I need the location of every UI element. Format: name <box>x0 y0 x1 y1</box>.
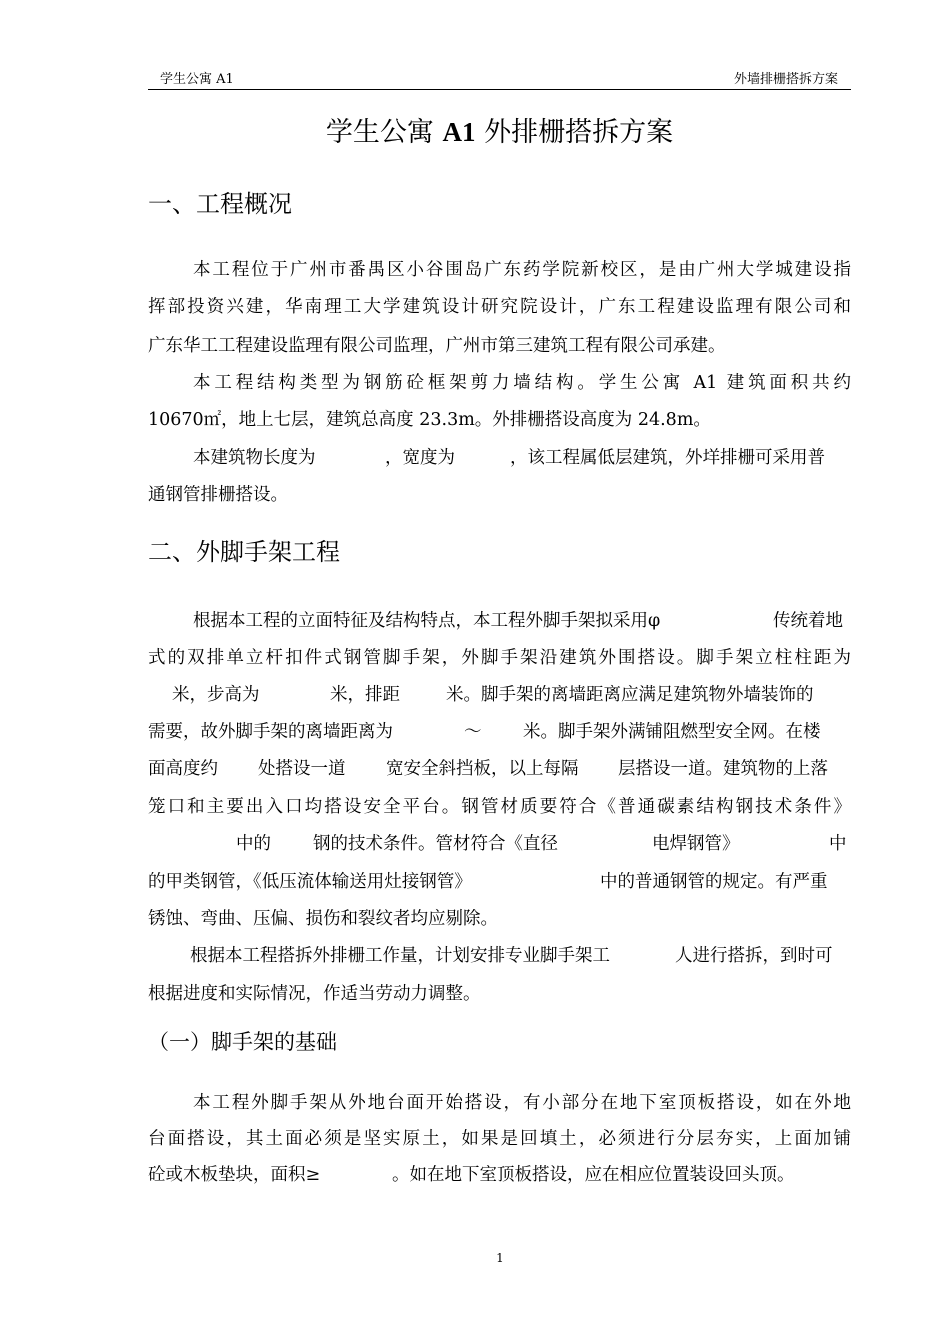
section-2-heading: 二、外脚手架工程 <box>148 538 340 566</box>
s1-p1-line-3: 广东华工工程建设监理有限公司监理，广州市第三建筑工程有限公司承建。 <box>148 336 726 356</box>
sub1-line-1: 本工程外脚手架从外地台面开始搭设，有小部分在地下室顶板搭设，如在外地 <box>193 1093 851 1113</box>
s2-p1-line-2: 式的双排单立杆扣件式钢管脚手架，外脚手架沿建筑外围搭设。脚手架立柱柱距为 <box>148 648 851 668</box>
s2-p1-line-6: 笼口和主要出入口均搭设安全平台。钢管材质要符合《普通碳素结构钢技术条件》 <box>148 797 851 817</box>
s2-p1-l4a: 需要，故外脚手架的离墙距离为 <box>148 722 393 742</box>
s2-p1-l1a: 根据本工程的立面特征及结构特点，本工程外脚手架拟采用φ <box>193 611 661 631</box>
s2-p1-l7a: 中的 <box>236 834 271 854</box>
title-part-1: 学生公寓 <box>325 117 443 148</box>
s2-p1-l5c: 宽安全斜挡板，以上每隔 <box>386 759 579 779</box>
title-part-2: A1 <box>442 117 476 147</box>
s2-p2-l1a: 根据本工程搭拆外排栅工作量，计划安排专业脚手架工 <box>190 946 610 966</box>
sub1-l3b: 。如在地下室顶板搭设，应在相应位置装设回头顶。 <box>392 1165 795 1185</box>
s2-p1-l3c: 米。脚手架的离墙距离应满足建筑物外墙装饰的 <box>446 685 814 705</box>
s2-p1-l3b: 米，排距 <box>330 685 400 705</box>
s2-p1-l4c: 米。脚手架外满铺阻燃型安全网。在楼 <box>523 722 821 742</box>
s1-p2-line-2: 10670㎡，地上七层，建筑总高度 23.3m。外排栅搭设高度为 24.8m。 <box>148 410 711 430</box>
s1-p2-line-1: 本工程结构类型为钢筋砼框架剪力墙结构。学生公寓 A1 建筑面积共约 <box>193 373 851 393</box>
s2-p1-l4b: ～ <box>464 722 482 742</box>
s2-p1-l5a: 面高度约 <box>148 759 218 779</box>
s2-p2-line-2: 根据进度和实际情况，作适当劳动力调整。 <box>148 984 481 1004</box>
s2-p1-l7b: 钢的技术条件。管材符合《直径 <box>313 834 558 854</box>
s2-p1-l7c: 电焊钢管》 <box>652 834 740 854</box>
sub1-line-2: 台面搭设，其土面必须是坚实原土，如果是回填土，必须进行分层夯实，上面加铺 <box>148 1129 851 1149</box>
s1-p3-seg-b: ，宽度为 <box>385 448 455 468</box>
header-divider <box>148 89 851 90</box>
s2-p1-line-9: 锈蚀、弯曲、压偏、损伤和裂纹者均应剔除。 <box>148 909 498 929</box>
s2-p1-l8b: 中的普通钢管的规定。有严重 <box>600 872 828 892</box>
page-number: 1 <box>496 1251 504 1265</box>
header-left-text: 学生公寓 A1 <box>160 72 234 87</box>
s2-p1-l5b: 处搭设一道 <box>258 759 346 779</box>
section-1-heading: 一、工程概况 <box>148 190 292 218</box>
s1-p3-seg-a: 本建筑物长度为 <box>193 448 316 468</box>
s1-p1-line-2: 挥部投资兴建，华南理工大学建筑设计研究院设计，广东工程建设监理有限公司和 <box>148 297 851 317</box>
s2-p1-l7d: 中 <box>829 834 847 854</box>
s2-p1-l3a: 米，步高为 <box>172 685 260 705</box>
s2-p1-l8a: 的甲类钢管，《低压流体输送用灶接钢管》 <box>148 872 472 892</box>
header-right-text: 外墙排栅搭拆方案 <box>733 72 838 87</box>
s1-p1-line-1: 本工程位于广州市番禺区小谷围岛广东药学院新校区，是由广州大学城建设指 <box>193 260 851 280</box>
s2-p1-l5d: 层搭设一道。建筑物的上落 <box>618 759 828 779</box>
title-part-3: 外排栅搭拆方案 <box>475 117 674 148</box>
s2-p1-l1b: 传统着地 <box>773 611 843 631</box>
s2-p2-l1b: 人进行搭拆，到时可 <box>675 946 833 966</box>
sub1-l3a: 砼或木板垫块，面积≥ <box>148 1165 321 1185</box>
s1-p3-seg-c: ，该工程属低层建筑，外垟排栅可采用普 <box>510 448 825 468</box>
s1-p3-line-2: 通钢管排栅搭设。 <box>148 485 288 505</box>
document-title <box>148 114 851 151</box>
subsection-1-heading: （一）脚手架的基础 <box>148 1030 337 1054</box>
